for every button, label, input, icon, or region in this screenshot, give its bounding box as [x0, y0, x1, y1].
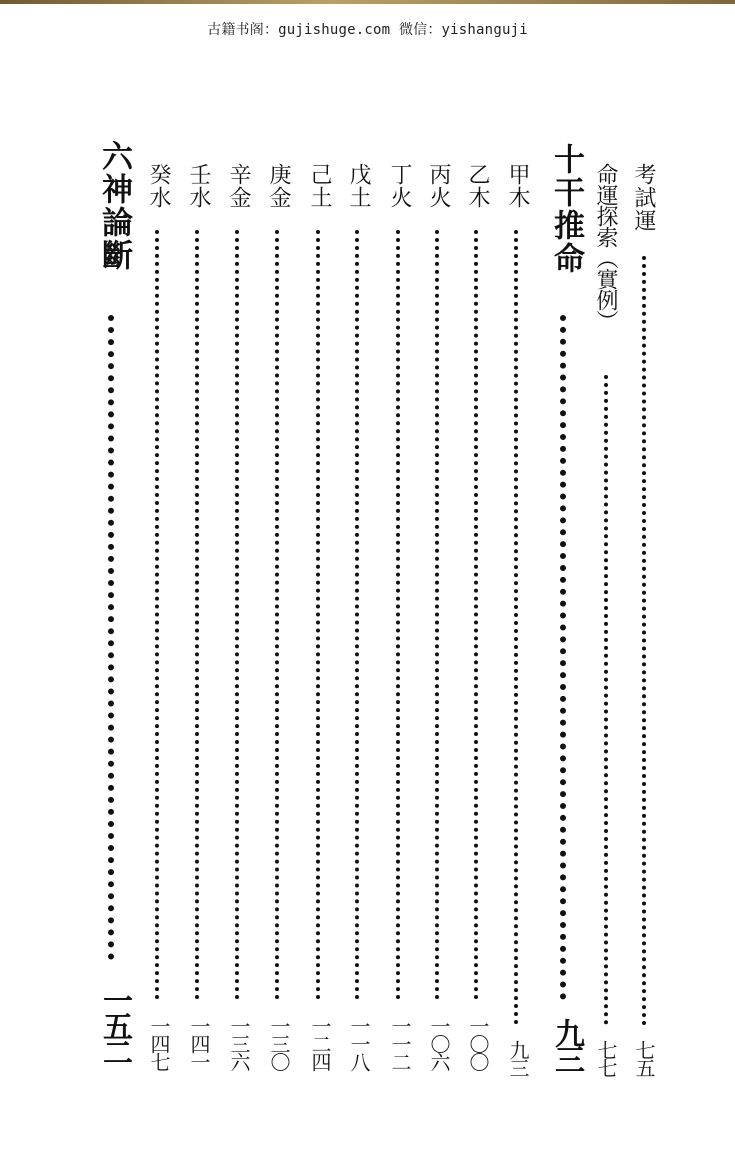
leader-dots — [275, 230, 279, 1000]
toc-entry-page-number: 一三〇 — [267, 1016, 291, 1070]
toc-entry-page-number: 七五 — [632, 1040, 656, 1076]
toc-section-page-number: 九三 — [549, 1018, 584, 1070]
toc-entry-page-number: 一一八 — [347, 1016, 371, 1070]
leader-dots — [514, 230, 518, 1025]
toc-entry-page-number: 一〇六 — [427, 1016, 451, 1070]
toc-entry-page-number: 九三 — [506, 1040, 530, 1076]
leader-dots — [235, 230, 239, 1000]
leader-dots — [155, 230, 159, 1000]
top-border-rule — [0, 0, 735, 4]
toc-entry-page-number: 一二四 — [308, 1016, 332, 1070]
toc-entry-title: 己土 — [307, 163, 332, 209]
toc-entry-title: 壬水 — [186, 163, 211, 209]
toc-entry-page-number: 一三六 — [227, 1016, 251, 1070]
toc-entry-title: 癸水 — [146, 163, 171, 209]
toc-entry-page-number: 一〇〇 — [466, 1016, 490, 1070]
leader-dots — [604, 375, 608, 1025]
toc-entry-page-number: 一四七 — [147, 1016, 171, 1070]
toc-entry-title: 辛金 — [226, 163, 251, 209]
toc-entry-page-number: 一一二 — [388, 1016, 412, 1070]
leader-dots — [396, 230, 400, 1000]
toc-entry-page-number: 一四一 — [187, 1016, 211, 1070]
toc-section-page-number: 一五二 — [97, 985, 132, 1063]
leader-dots — [316, 230, 320, 1000]
toc-entry-title: 庚金 — [266, 163, 291, 209]
leader-dots — [435, 230, 439, 1000]
toc-entry-title: 甲木 — [505, 163, 530, 209]
toc-entry-title: 命運探索（實例） — [593, 163, 618, 331]
leader-dots — [642, 256, 646, 1026]
leader-dots — [560, 315, 566, 1000]
leader-dots — [108, 315, 114, 960]
leader-dots — [355, 230, 359, 1000]
toc-section-title: 十干推命 — [548, 143, 584, 275]
site-watermark: 古籍书阁：gujishuge.com 微信：yishanguji — [207, 22, 528, 38]
toc-entry-title: 丁火 — [387, 163, 412, 209]
toc-entry-title: 考試運 — [631, 163, 656, 232]
leader-dots — [195, 230, 199, 1000]
toc-section-title: 六神論斷 — [96, 140, 132, 272]
toc-entry-title: 丙火 — [426, 163, 451, 209]
toc-entry-title: 乙木 — [465, 163, 490, 209]
leader-dots — [474, 230, 478, 1000]
toc-entry-title: 戊土 — [346, 163, 371, 209]
toc-entry-page-number: 七七 — [594, 1040, 618, 1076]
